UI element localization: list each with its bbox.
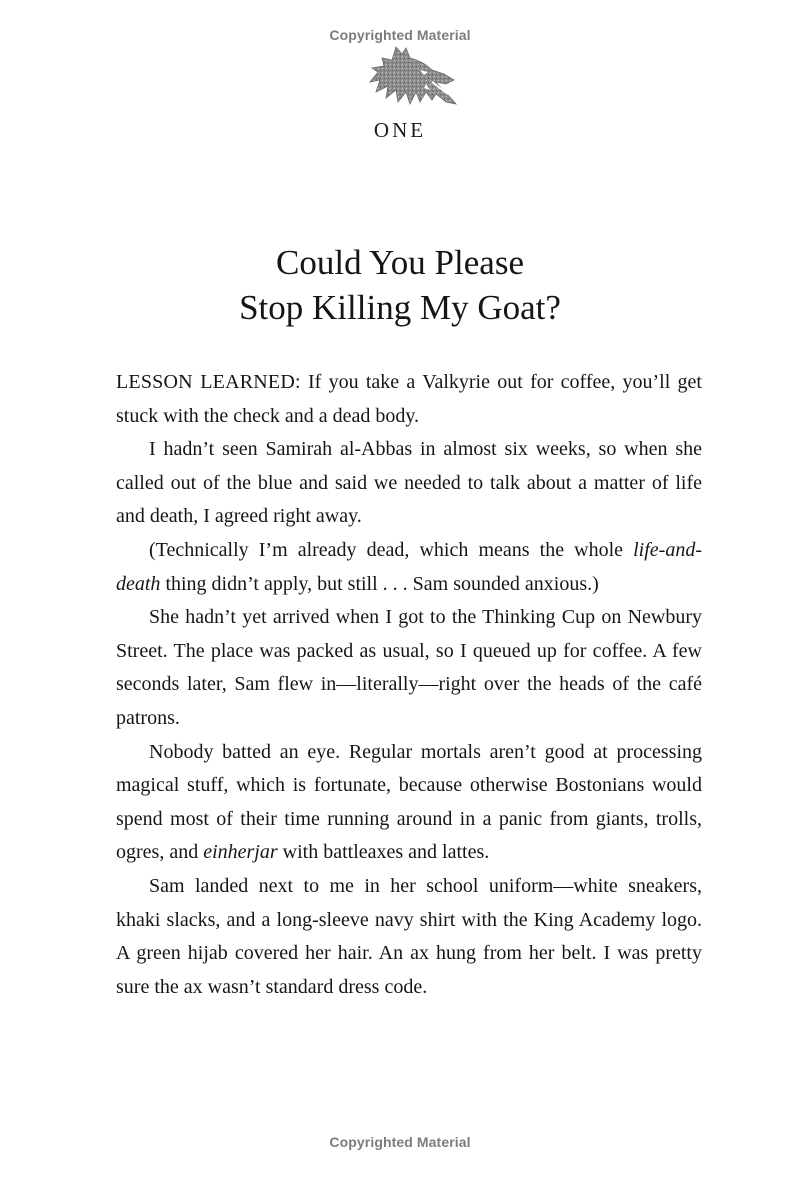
copyright-footer: Copyrighted Material xyxy=(329,1134,471,1150)
paragraph-lead-in: LESSON LEARNED: xyxy=(116,371,301,393)
paragraph-5-text-a: Nobody batted an eye. Regular mortals aren’t good at processing magical stuff, which is fortunate, because otherwise Bostonians would spend most of their time running around in a panic from giants, trolls, ogres, and xyxy=(116,740,702,864)
paragraph-5 xyxy=(116,736,702,870)
chapter-number: ONE xyxy=(373,118,427,142)
paragraph-1 xyxy=(116,366,702,433)
chapter-title-line-2: Stop Killing My Goat? xyxy=(239,288,561,327)
paragraph-3-text-a: (Technically I’m already dead, which means the whole xyxy=(149,538,634,561)
paragraph-3-emphasis: life-and-death xyxy=(116,538,702,595)
paragraph-3-text-b: thing didn’t apply, but still . . . Sam sounded anxious.) xyxy=(160,572,599,595)
wolf-head-icon xyxy=(366,44,458,112)
paragraph-2: I hadn’t seen Samirah al-Abbas in almost six weeks, so when she called out of the blue and said we needed to talk about a matter of life and death, I agreed right away. xyxy=(116,438,702,528)
paragraph-4: She hadn’t yet arrived when I got to the Thinking Cup on Newbury Street. The place was packed as usual, so I queued up for coffee. A few seconds later, Sam flew in—literally—right over the heads of the café patrons. xyxy=(116,606,702,729)
chapter-title-line-1: Could You Please xyxy=(276,243,524,282)
paragraph-1-text: If you take a Valkyrie out for coffee, you’ll get stuck with the check and a dead body. xyxy=(116,371,702,427)
paragraph-5-emphasis: einherjar xyxy=(203,841,278,864)
paragraph-5-text-b: with battleaxes and lattes. xyxy=(277,841,490,864)
chapter-title xyxy=(0,240,800,330)
copyright-header: Copyrighted Material xyxy=(329,27,471,43)
paragraph-3 xyxy=(116,534,702,601)
chapter-body xyxy=(116,366,702,1004)
paragraph-6: Sam landed next to me in her school uniform—white sneakers, khaki slacks, and a long-sleeve navy shirt with the King Academy logo. A green hijab covered her hair. An ax hung from her belt. I was pretty sure the ax wasn’t standard dress code. xyxy=(116,874,702,998)
